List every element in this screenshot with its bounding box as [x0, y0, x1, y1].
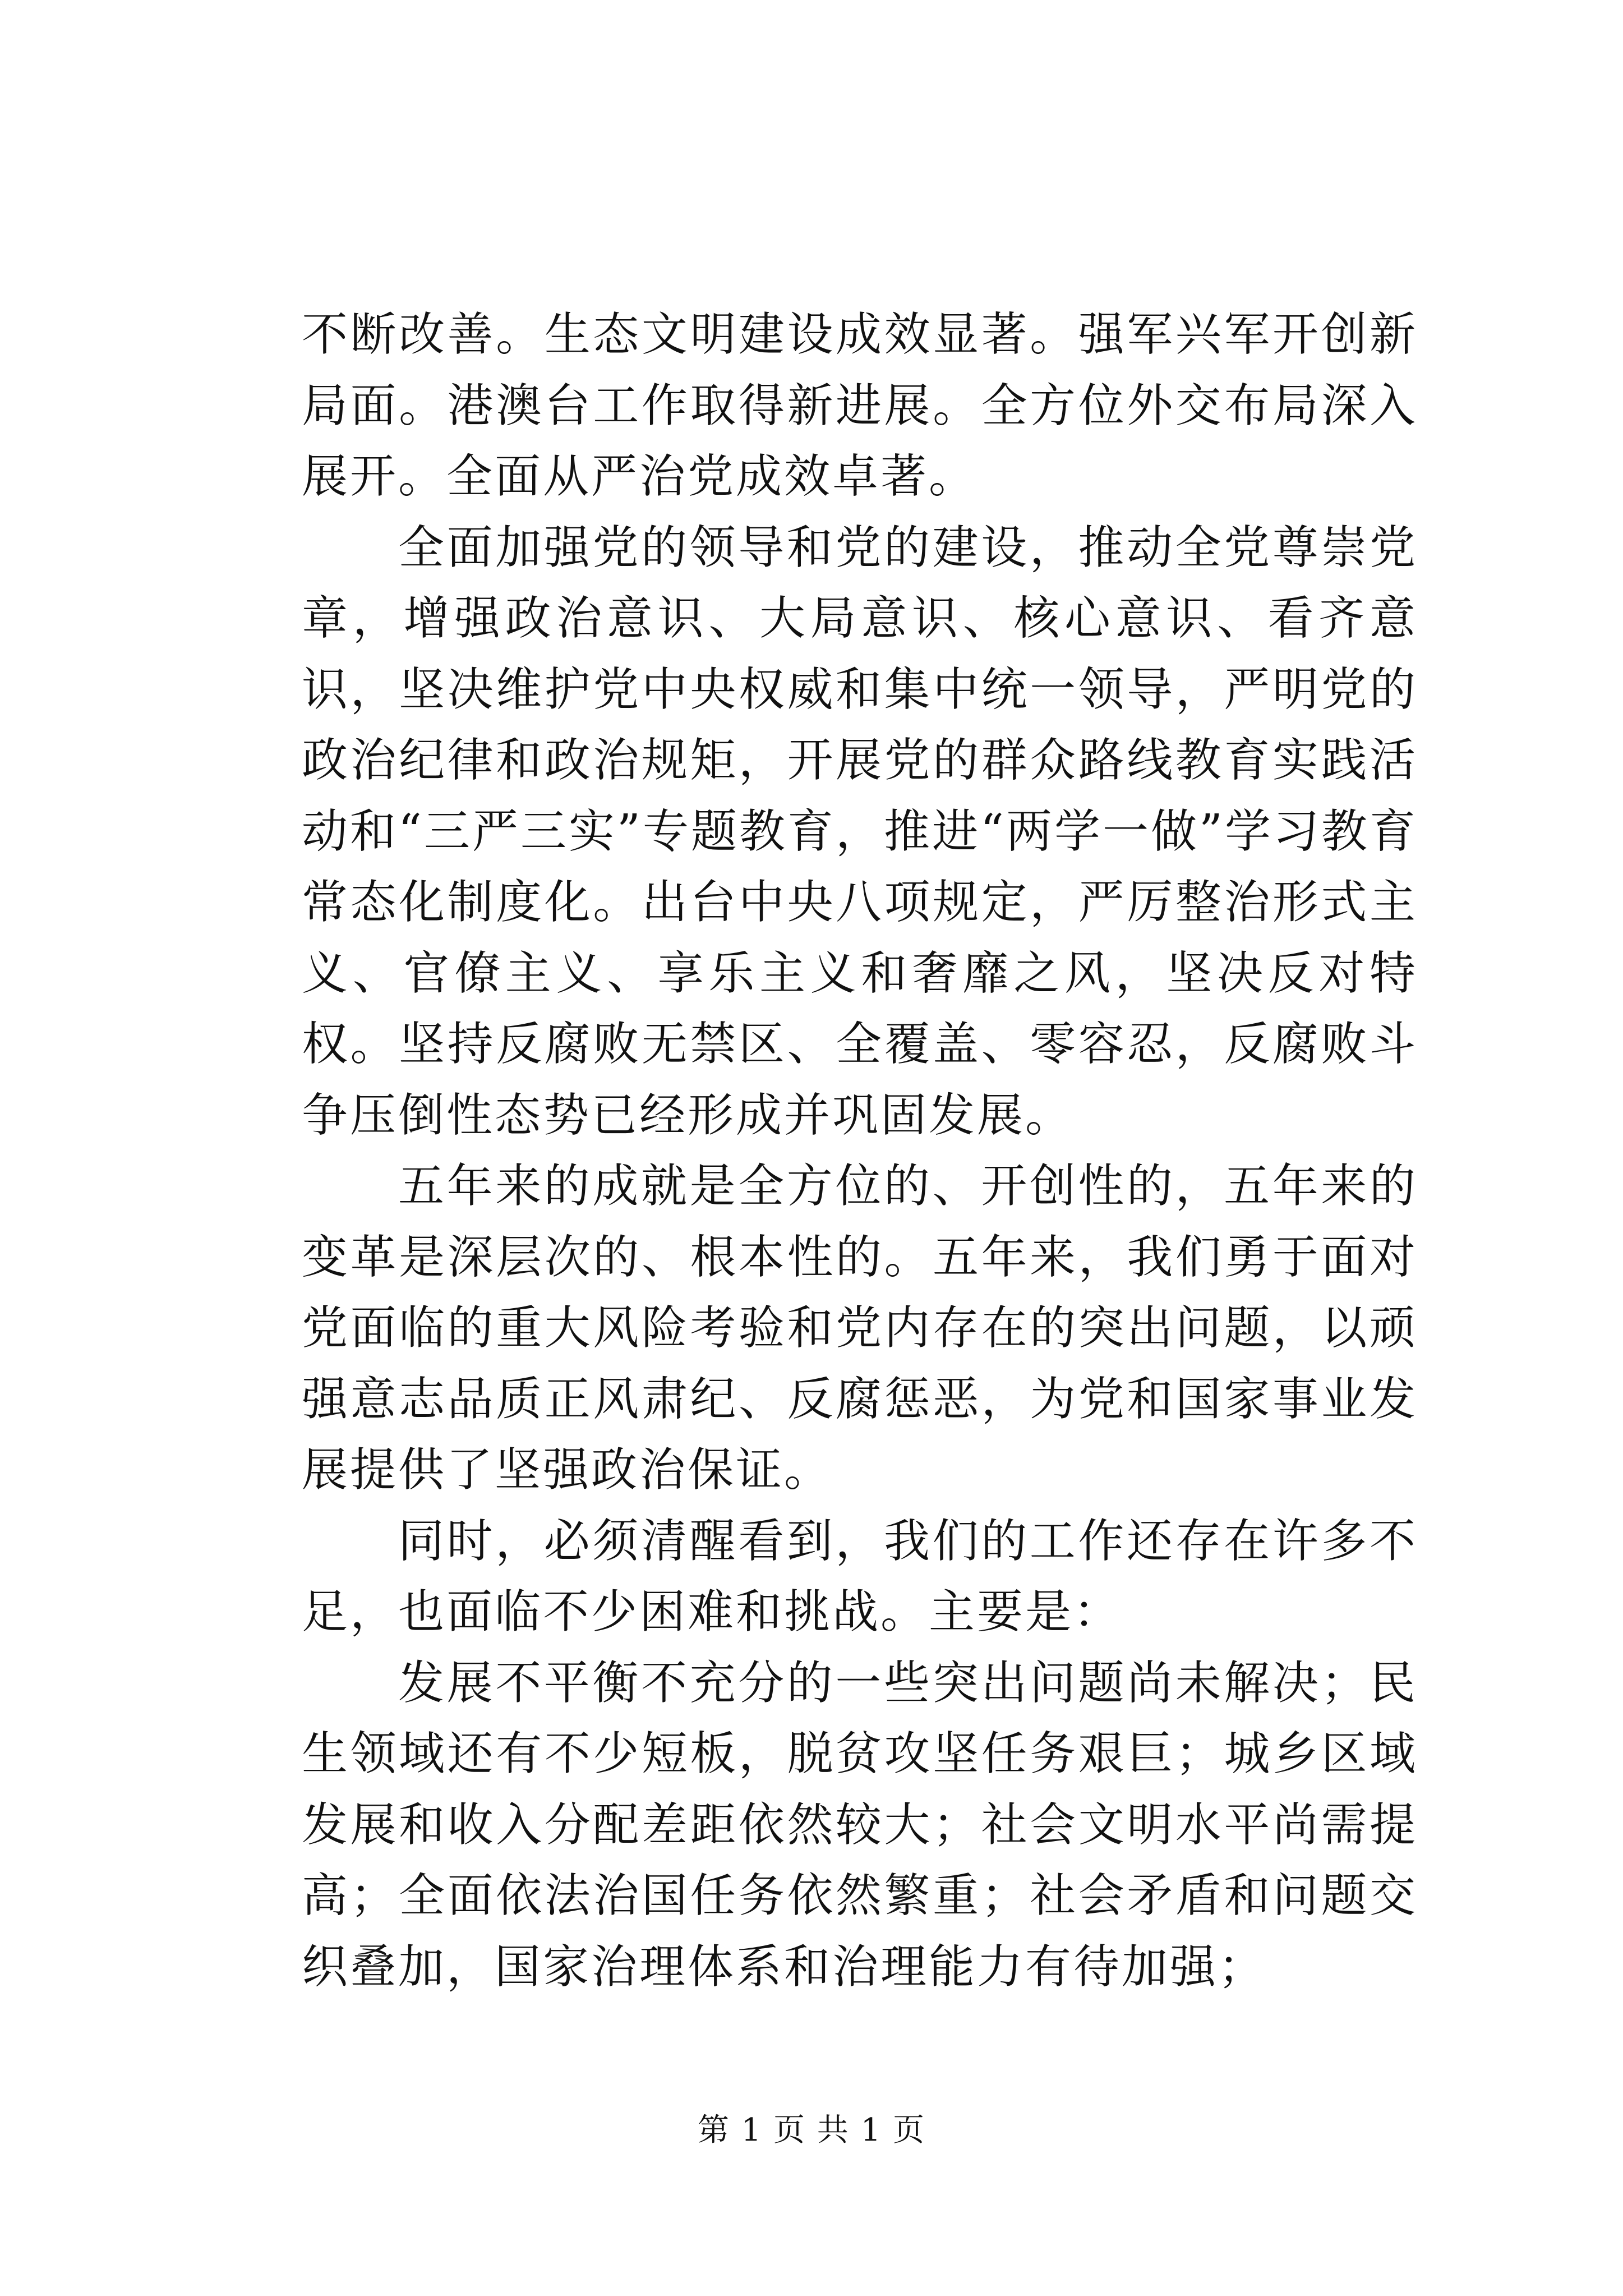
paragraph-problems-list: 发展不平衡不充分的一些突出问题尚未解决；民生领域还有不少短板，脱贫攻坚任务艰巨；城乡区域发展和收入分配差距依然较大；社会文明水平尚需提高；全面依法治国任务依然繁重；社会矛盾和问题交织叠加，国家治理体系和治理能力有待加强； — [302, 1656, 1418, 1994]
paragraph-shortcomings-intro: 同时，必须清醒看到，我们的工作还存在许多不足，也面临不少困难和挑战。主要是： — [302, 1514, 1418, 1639]
document-body — [302, 300, 1418, 2003]
paragraph-five-year-achievements: 五年来的成就是全方位的、开创性的，五年来的变革是深层次的、根本性的。五年来，我们勇于面对党面临的重大风险考验和党内存在的突出问题，以顽强意志品质正风肃纪、反腐惩恶，为党和国家事业发展提供了坚强政治保证。 — [302, 1159, 1418, 1497]
paragraph-continuation: 不断改善。生态文明建设成效显著。强军兴军开创新局面。港澳台工作取得新进展。全方位外交布局深入展开。全面从严治党成效卓著。 — [302, 308, 1418, 503]
page-footer: 第 1 页 共 1 页 — [697, 2112, 926, 2148]
paragraph-party-building: 全面加强党的领导和党的建设，推动全党尊崇党章，增强政治意识、大局意识、核心意识、看齐意识，坚决维护党中央权威和集中统一领导，严明党的政治纪律和政治规矩，开展党的群众路线教育实践活动和“三严三实”专题教育，推进“两学一做”学习教育常态化制度化。出台中央八项规定，严厉整治形式主义、官僚主义、享乐主义和奢靡之风，坚决反对特权。坚持反腐败无禁区、全覆盖、零容忍，反腐败斗争压倒性态势已经形成并巩固发展。 — [302, 521, 1418, 1142]
